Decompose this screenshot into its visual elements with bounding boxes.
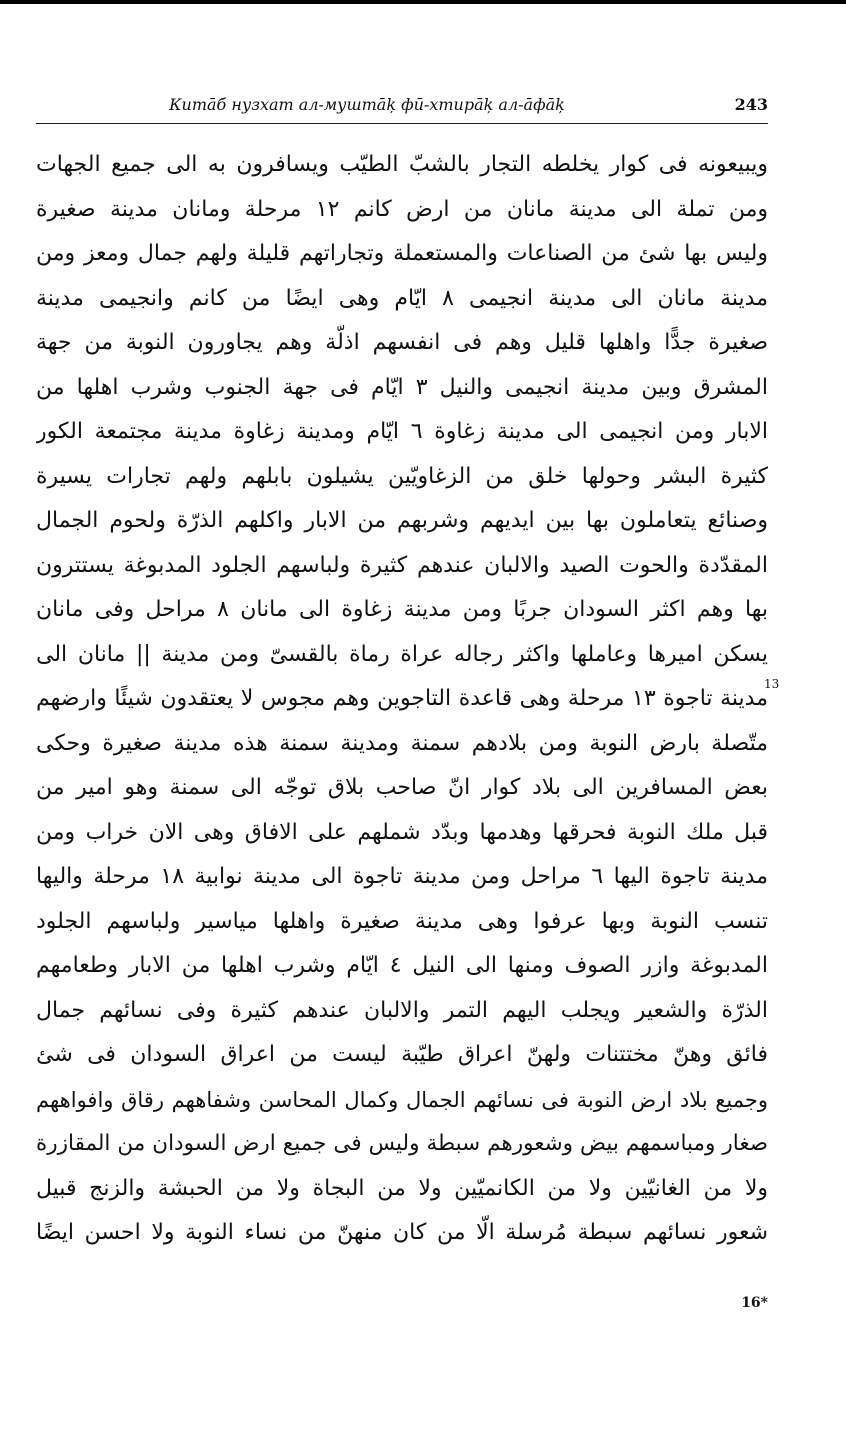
text-line: ومن تملة الى مدينة مانان من ارض كانم ١٢ مرحلة ومانان مدينة صغيرة [36,196,768,222]
margin-line-number: 13 [764,677,780,691]
text-line: الابار ومن انجيمى الى مدينة زغاوة ٦ ايّام ومدينة زغاوة مدينة مجتمعة الكور [36,419,768,444]
text-line: المشرق وبين مدينة انجيمى والنيل ٣ ايّام فى جهة الجنوب وشرب اهلها من [36,374,768,400]
header-divider [36,123,768,124]
text-line: صغيرة جدًّا واهلها قليل وهم فى انفسهم اذلّة وهم يجاورون النوبة من جهة [36,330,768,355]
text-line: فائق وهنّ مختتنات ولهنّ اعراق طيّبة ليست من اعراق السودان فى شئ [36,1042,768,1067]
arabic-text-body [36,143,768,1256]
text-line: وليس بها شئ من الصناعات والمستعملة وتجاراتهم قليلة ولهم جمال ومعز ومن [36,241,768,266]
text-line: وصنائع يتعاملون بها بين ايديهم وشربهم من الابار واكلهم الذرّة ولحوم الجمال [36,508,768,533]
printer-signature-mark: 16* [741,1295,768,1311]
text-line: ويبيعونه فى كوار يخلطه التجار بالشبّ الطيّب ويسافرون به الى جميع الجهات [36,152,768,177]
running-title: Китāб нузхат ал-муштāķ фū-хтирāķ ал-āфāķ [169,95,565,114]
text-line: الذرّة والشعير ويجلب اليهم التمر والالبان عندهم كثيرة وفى نسائهم جمال [36,997,768,1023]
running-header [36,94,768,120]
text-line: متّصلة بارض النوبة ومن بلادهم سمنة ومدينة سمنة هذه مدينة صغيرة وحكى [36,730,768,756]
text-line: قبل ملك النوبة فحرقها وهدمها وبدّد شملهم على الافاق وهى الان خراب ومن [36,819,768,845]
text-line: المدبوغة وازر الصوف ومنها الى النيل ٤ ايّام وشرب اهلها من الابار وطعامهم [36,953,768,978]
text-line: صغار ومباسمهم بيض وشعورهم سبطة وليس فى جميع ارض السودان من المقازرة [36,1131,768,1156]
text-line: مدينة تاجوة اليها ٦ مراحل ومن مدينة تاجوة الى مدينة نوابية ١٨ مرحلة واليها [36,864,768,889]
text-line: مدينة مانان الى مدينة انجيمى ٨ ايّام وهى ايضًا من كانم وانجيمى مدينة [36,285,768,311]
text-line: شعور نسائهم سبطة مُرسلة الّا من كان منهنّ من نساء النوبة ولا احسن ايضًا [36,1220,768,1245]
text-line: بعض المسافرين الى بلاد كوار انّ صاحب بلاق توجّه الى سمنة وهو امير من [36,775,768,800]
text-line: المقدّدة والحوت الصيد والالبان عندهم كثيرة ولباسهم الجلود المدبوغة يستترون [36,552,768,578]
top-border-rule [0,0,846,4]
text-line: ولا من الغانيّين ولا من الكانميّين ولا من البجاة ولا من الحبشة والزنج قبيل [36,1175,768,1201]
page-number: 243 [734,95,768,114]
text-line: مدينة تاجوة ١٣ مرحلة وهى قاعدة التاجوين وهم مجوس لا يعتقدون شيئًا وارضهم [36,686,768,711]
text-line: بها وهم اكثر السودان جربًا ومن مدينة زغاوة الى مانان ٨ مراحل وفى مانان [36,597,768,622]
text-line: يسكن اميرها وعاملها واكثر رجاله عراة رماة بالقسىّ ومن مدينة || مانان الى [36,641,768,667]
text-line: تنسب النوبة وبها عرفوا وهى مدينة صغيرة واهلها مياسير ولباسهم الجلود [36,908,768,934]
text-line: كثيرة البشر وحولها خلق من الزغاويّين يشيلون بابلهم ولهم تجارات يسيرة [36,463,768,489]
text-line: وجميع بلاد ارض النوبة فى نسائهم الجمال وكمال المحاسن وشفاههم رقاق وافواههم [36,1087,768,1112]
